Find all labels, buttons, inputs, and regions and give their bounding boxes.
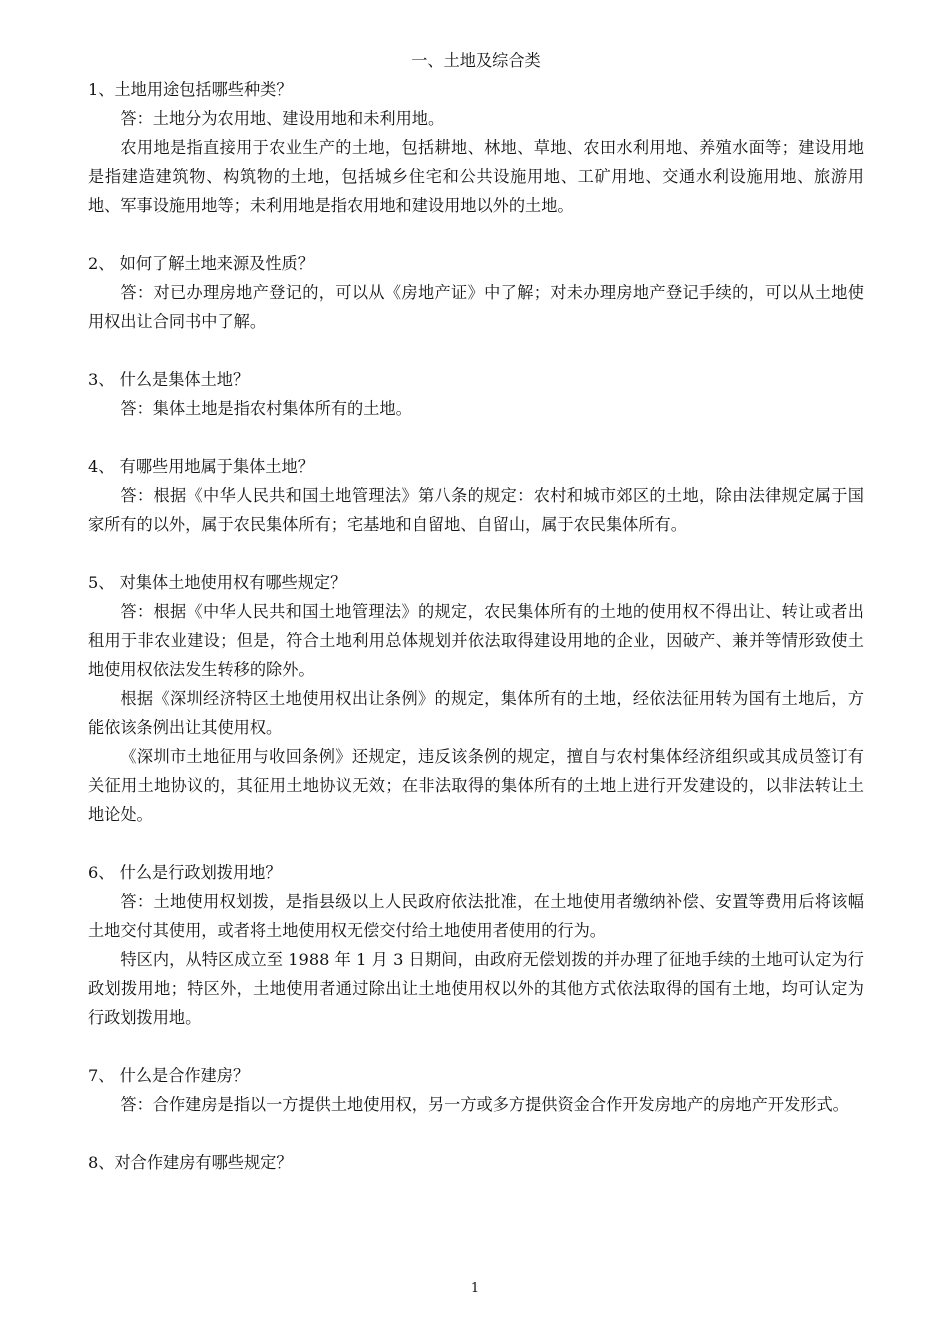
question-heading: 2、 如何了解土地来源及性质？ [88, 254, 314, 273]
question-heading: 6、 什么是行政划拨用地？ [88, 863, 282, 882]
document-page [88, 46, 864, 1177]
qa-section-6 [88, 858, 864, 1032]
qa-section-8 [88, 1148, 864, 1177]
qa-section-1 [88, 75, 864, 220]
question-heading: 1、土地用途包括哪些种类？ [88, 80, 293, 99]
answer-paragraph: 答：根据《中华人民共和国土地管理法》第八条的规定：农村和城市郊区的土地，除由法律规定属于国家所有的以外，属于农民集体所有；宅基地和自留地、自留山，属于农民集体所有。 [88, 486, 864, 534]
answer-paragraph: 答：集体土地是指农村集体所有的土地。 [120, 399, 412, 418]
answer-paragraph: 答：合作建房是指以一方提供土地使用权，另一方或多方提供资金合作开发房地产的房地产开发形式。 [120, 1095, 849, 1114]
qa-section-4 [88, 452, 864, 539]
answer-paragraph: 答：根据《中华人民共和国土地管理法》的规定，农民集体所有的土地的使用权不得出让、转让或者出租用于非农业建设；但是，符合土地利用总体规划并依法取得建设用地的企业，因破产、兼并等情形致使土地使用权依法发生转移的除外。 [88, 602, 864, 679]
qa-section-3 [88, 365, 864, 423]
page-number: 1 [470, 1281, 480, 1296]
answer-paragraph: 《深圳市土地征用与收回条例》还规定，违反该条例的规定，擅自与农村集体经济组织或其成员签订有关征用土地协议的，其征用土地协议无效；在非法取得的集体所有的土地上进行开发建设的，以非法转让土地论处。 [88, 747, 864, 824]
answer-paragraph: 答：土地使用权划拨，是指县级以上人民政府依法批准，在土地使用者缴纳补偿、安置等费用后将该幅土地交付其使用，或者将土地使用权无偿交付给土地使用者使用的行为。 [88, 892, 864, 940]
answer-paragraph: 特区内，从特区成立至 1988 年 1 月 3 日期间，由政府无偿划拨的并办理了征地手续的土地可认定为行政划拨用地；特区外，土地使用者通过除出让土地使用权以外的其他方式依法取得的国有土地，均可认定为行政划拨用地。 [88, 950, 864, 1027]
answer-paragraph: 答：土地分为农用地、建设用地和未利用地。 [120, 109, 445, 128]
answer-paragraph: 答：对已办理房地产登记的，可以从《房地产证》中了解；对未办理房地产登记手续的，可以从土地使用权出让合同书中了解。 [88, 283, 864, 331]
question-heading: 4、 有哪些用地属于集体土地？ [88, 457, 314, 476]
question-heading: 8、对合作建房有哪些规定？ [88, 1153, 293, 1172]
question-heading: 3、 什么是集体土地？ [88, 370, 250, 389]
qa-section-7 [88, 1061, 864, 1119]
question-heading: 7、 什么是合作建房？ [88, 1066, 250, 1085]
document-title: 一、土地及综合类 [411, 51, 541, 70]
answer-paragraph: 农用地是指直接用于农业生产的土地，包括耕地、林地、草地、农田水利用地、养殖水面等；建设用地是指建造建筑物、构筑物的土地，包括城乡住宅和公共设施用地、工矿用地、交通水利设施用地、旅游用地、军事设施用地等；未利用地是指农用地和建设用地以外的土地。 [88, 138, 864, 215]
question-heading: 5、 对集体土地使用权有哪些规定？ [88, 573, 347, 592]
answer-paragraph: 根据《深圳经济特区土地使用权出让条例》的规定，集体所有的土地，经依法征用转为国有土地后，方能依该条例出让其使用权。 [88, 689, 864, 737]
qa-section-2 [88, 249, 864, 336]
qa-section-5 [88, 568, 864, 829]
